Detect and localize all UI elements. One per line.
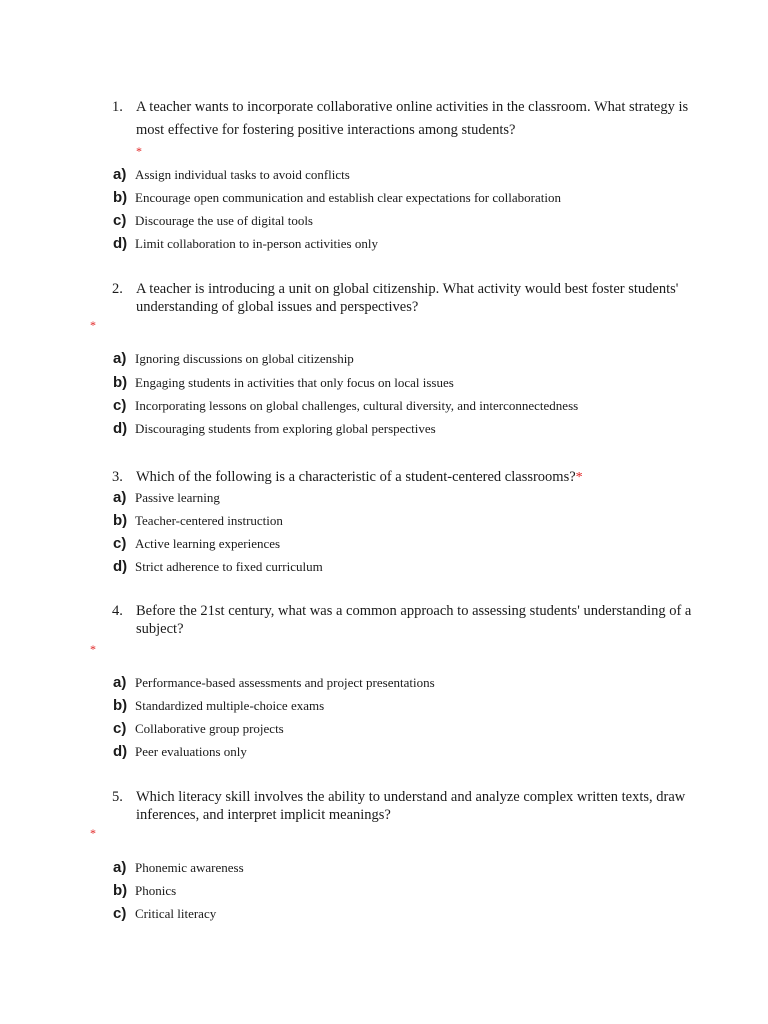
question-number: 2. xyxy=(112,281,123,297)
option-text: Standardized multiple-choice exams xyxy=(135,698,325,713)
option-text: Limit collaboration to in-person activities only xyxy=(135,236,378,251)
question-number: 5. xyxy=(112,789,123,805)
option-letter: b) xyxy=(113,882,128,899)
option-letter: d) xyxy=(113,743,128,760)
option-letter: a) xyxy=(113,674,127,691)
option-letter: d) xyxy=(113,420,128,437)
option-a[interactable] xyxy=(113,166,350,188)
option-c[interactable] xyxy=(113,397,578,419)
option-a[interactable] xyxy=(113,489,220,511)
option-letter: b) xyxy=(113,697,128,714)
option-d[interactable] xyxy=(113,420,436,442)
option-b[interactable] xyxy=(113,374,454,396)
option-text: Discouraging students from exploring global perspectives xyxy=(135,421,436,436)
option-letter: d) xyxy=(113,235,128,252)
option-d[interactable] xyxy=(113,743,247,765)
question-text xyxy=(136,466,696,489)
option-letter: c) xyxy=(113,720,127,737)
question-text: A teacher wants to incorporate collaborative online activities in the classroom. What strategy is most effective for fostering positive interactions among students? xyxy=(136,99,689,138)
option-text: Encourage open communication and establish clear expectations for collaboration xyxy=(135,190,561,205)
option-letter: b) xyxy=(113,189,128,206)
question-text: A teacher is introducing a unit on global citizenship. What activity would best foster students' understanding of global issues and perspectives? xyxy=(136,281,679,315)
option-d[interactable] xyxy=(113,558,323,580)
option-text: Strict adherence to fixed curriculum xyxy=(135,559,323,574)
option-letter: a) xyxy=(113,166,127,183)
option-letter: a) xyxy=(113,859,127,876)
option-text: Engaging students in activities that only focus on local issues xyxy=(135,375,454,390)
option-a[interactable] xyxy=(113,674,435,696)
required-marker: * xyxy=(90,826,96,840)
required-marker: * xyxy=(90,318,96,332)
required-marker: * xyxy=(575,470,583,485)
option-letter: c) xyxy=(113,905,127,922)
option-d[interactable] xyxy=(113,235,378,257)
option-text: Phonics xyxy=(135,883,177,898)
question-number: 1. xyxy=(112,99,123,115)
option-text: Passive learning xyxy=(135,490,220,505)
option-text: Collaborative group projects xyxy=(135,721,284,736)
question-text: Which literacy skill involves the ability to understand and analyze complex written texts, draw inferences, and interpret implicit meanings? xyxy=(136,789,686,823)
option-text: Performance-based assessments and project presentations xyxy=(135,675,435,690)
option-b[interactable] xyxy=(113,882,176,904)
option-letter: a) xyxy=(113,350,127,367)
option-letter: d) xyxy=(113,558,128,575)
option-letter: a) xyxy=(113,489,127,506)
option-text: Incorporating lessons on global challenges, cultural diversity, and interconnectedness xyxy=(135,398,579,413)
option-text: Critical literacy xyxy=(135,906,217,921)
option-letter: b) xyxy=(113,374,128,391)
option-b[interactable] xyxy=(113,512,283,534)
option-c[interactable] xyxy=(113,720,284,742)
option-text: Assign individual tasks to avoid conflicts xyxy=(135,167,350,182)
option-a[interactable] xyxy=(113,859,244,881)
option-a[interactable] xyxy=(113,350,354,372)
question-text: Before the 21st century, what was a common approach to assessing students' understanding of a subject? xyxy=(136,603,692,637)
option-letter: c) xyxy=(113,535,127,552)
required-marker: * xyxy=(136,144,142,158)
option-c[interactable] xyxy=(113,212,313,234)
option-letter: b) xyxy=(113,512,128,529)
option-text: Teacher-centered instruction xyxy=(135,513,283,528)
option-text: Phonemic awareness xyxy=(135,860,244,875)
option-text: Active learning experiences xyxy=(135,536,281,551)
question-text-content: Which of the following is a characteristic of a student-centered classrooms? xyxy=(136,469,576,485)
required-marker: * xyxy=(90,642,96,656)
question-number: 3. xyxy=(112,469,123,485)
question-number: 4. xyxy=(112,603,123,619)
option-text: Peer evaluations only xyxy=(135,744,247,759)
option-letter: c) xyxy=(113,397,127,414)
option-text: Discourage the use of digital tools xyxy=(135,213,313,228)
option-b[interactable] xyxy=(113,189,561,211)
option-text: Ignoring discussions on global citizenship xyxy=(135,351,354,366)
option-letter: c) xyxy=(113,212,127,229)
option-b[interactable] xyxy=(113,697,324,719)
option-c[interactable] xyxy=(113,905,216,927)
option-c[interactable] xyxy=(113,535,280,557)
